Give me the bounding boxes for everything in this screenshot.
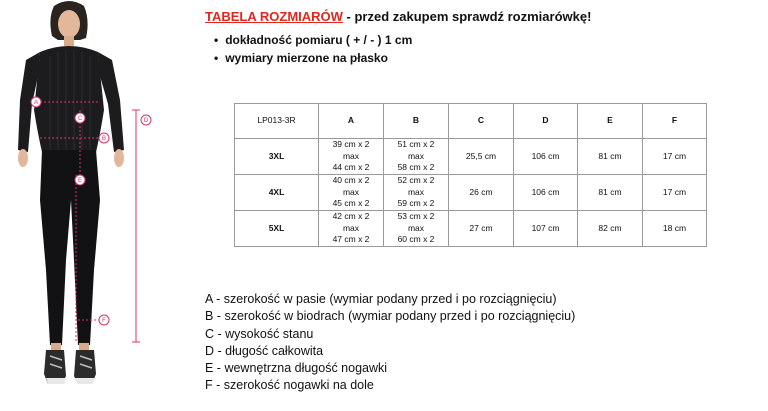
cell-a: 42 cm x 2 max 47 cm x 2 bbox=[319, 211, 384, 247]
legend-item-f: F - szerokość nogawki na dole bbox=[205, 378, 374, 393]
page-title bbox=[205, 9, 591, 24]
legend-item-b: B - szerokość w biodrach (wymiar podany przed i po rozciągnięciu) bbox=[205, 309, 576, 324]
col-header-a: A bbox=[319, 104, 384, 139]
size-label: 5XL bbox=[235, 211, 319, 247]
table-row bbox=[235, 139, 707, 175]
size-label: 4XL bbox=[235, 175, 319, 211]
note-flat: • wymiary mierzone na płasko bbox=[214, 49, 412, 67]
legend-item-a: A - szerokość w pasie (wymiar podany przed i po rozciągnięciu) bbox=[205, 292, 557, 306]
marker-f: F bbox=[102, 318, 106, 324]
marker-e: E bbox=[77, 178, 83, 184]
cell-b: 53 cm x 2 max 60 cm x 2 bbox=[384, 211, 449, 247]
product-code: LP013-3R bbox=[235, 104, 319, 139]
title-highlight: TABELA ROZMIARÓW bbox=[205, 9, 343, 24]
cell-c: 25,5 cm bbox=[449, 139, 514, 175]
cell-f: 17 cm bbox=[643, 175, 707, 211]
model-figure bbox=[0, 0, 160, 411]
cell-d: 106 cm bbox=[514, 139, 578, 175]
note-accuracy: • dokładność pomiaru ( + / - ) 1 cm bbox=[214, 31, 412, 49]
cell-a: 40 cm x 2 max 45 cm x 2 bbox=[319, 175, 384, 211]
marker-a: A bbox=[33, 100, 39, 106]
size-table bbox=[234, 103, 707, 247]
cell-f: 18 cm bbox=[643, 211, 707, 247]
marker-b: B bbox=[101, 136, 107, 142]
col-header-d: D bbox=[514, 104, 578, 139]
legend-item-d: D - długość całkowita bbox=[205, 343, 324, 358]
notes-list bbox=[214, 31, 412, 67]
legend-item-c: C - wysokość stanu bbox=[205, 326, 314, 341]
col-header-b: B bbox=[384, 104, 449, 139]
size-label: 3XL bbox=[235, 139, 319, 175]
col-header-e: E bbox=[578, 104, 643, 139]
cell-e: 81 cm bbox=[578, 175, 643, 211]
cell-e: 82 cm bbox=[578, 211, 643, 247]
cell-d: 106 cm bbox=[514, 175, 578, 211]
marker-c: C bbox=[77, 116, 83, 122]
cell-c: 26 cm bbox=[449, 175, 514, 211]
table-row bbox=[235, 211, 707, 247]
col-header-f: F bbox=[643, 104, 707, 139]
col-header-c: C bbox=[449, 104, 514, 139]
cell-c: 27 cm bbox=[449, 211, 514, 247]
cell-f: 17 cm bbox=[643, 139, 707, 175]
cell-b: 51 cm x 2 max 58 cm x 2 bbox=[384, 139, 449, 175]
table-row bbox=[235, 175, 707, 211]
cell-a: 39 cm x 2 max 44 cm x 2 bbox=[319, 139, 384, 175]
measurement-legend bbox=[205, 291, 575, 395]
cell-e: 81 cm bbox=[578, 139, 643, 175]
cell-d: 107 cm bbox=[514, 211, 578, 247]
cell-b: 52 cm x 2 max 59 cm x 2 bbox=[384, 175, 449, 211]
title-subtitle: - przed zakupem sprawdź rozmiarówkę! bbox=[342, 9, 592, 24]
table-header-row bbox=[235, 104, 707, 139]
marker-d: D bbox=[143, 118, 149, 124]
legend-item-e: E - wewnętrzna długość nogawki bbox=[205, 361, 388, 376]
